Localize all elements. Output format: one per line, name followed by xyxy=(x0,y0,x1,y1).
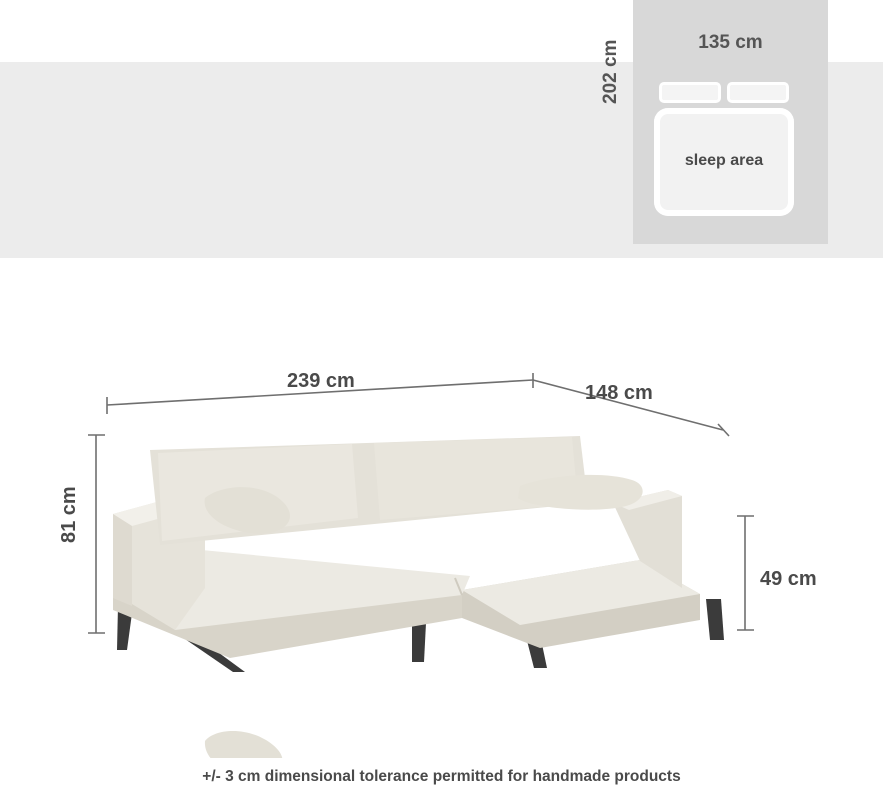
sleep-width-label: 135 cm xyxy=(698,32,763,53)
sleep-height-label: 202 cm xyxy=(600,39,621,104)
depth-dimension-label: 148 cm xyxy=(585,382,653,404)
sofa-body xyxy=(113,436,700,758)
sofa-illustration xyxy=(0,258,883,758)
sofa-diagram xyxy=(0,258,883,758)
tolerance-footnote: +/- 3 cm dimensional tolerance permitted for handmade products xyxy=(202,768,681,785)
width-dimension-label: 239 cm xyxy=(287,370,355,392)
seat-height-dimension-label: 49 cm xyxy=(760,568,817,590)
back-height-dimension-label: 81 cm xyxy=(58,486,80,543)
pillow-left xyxy=(659,82,721,103)
sleep-area-panel xyxy=(0,0,883,258)
pillow-right xyxy=(727,82,789,103)
sleep-area-label: sleep area xyxy=(684,152,764,169)
